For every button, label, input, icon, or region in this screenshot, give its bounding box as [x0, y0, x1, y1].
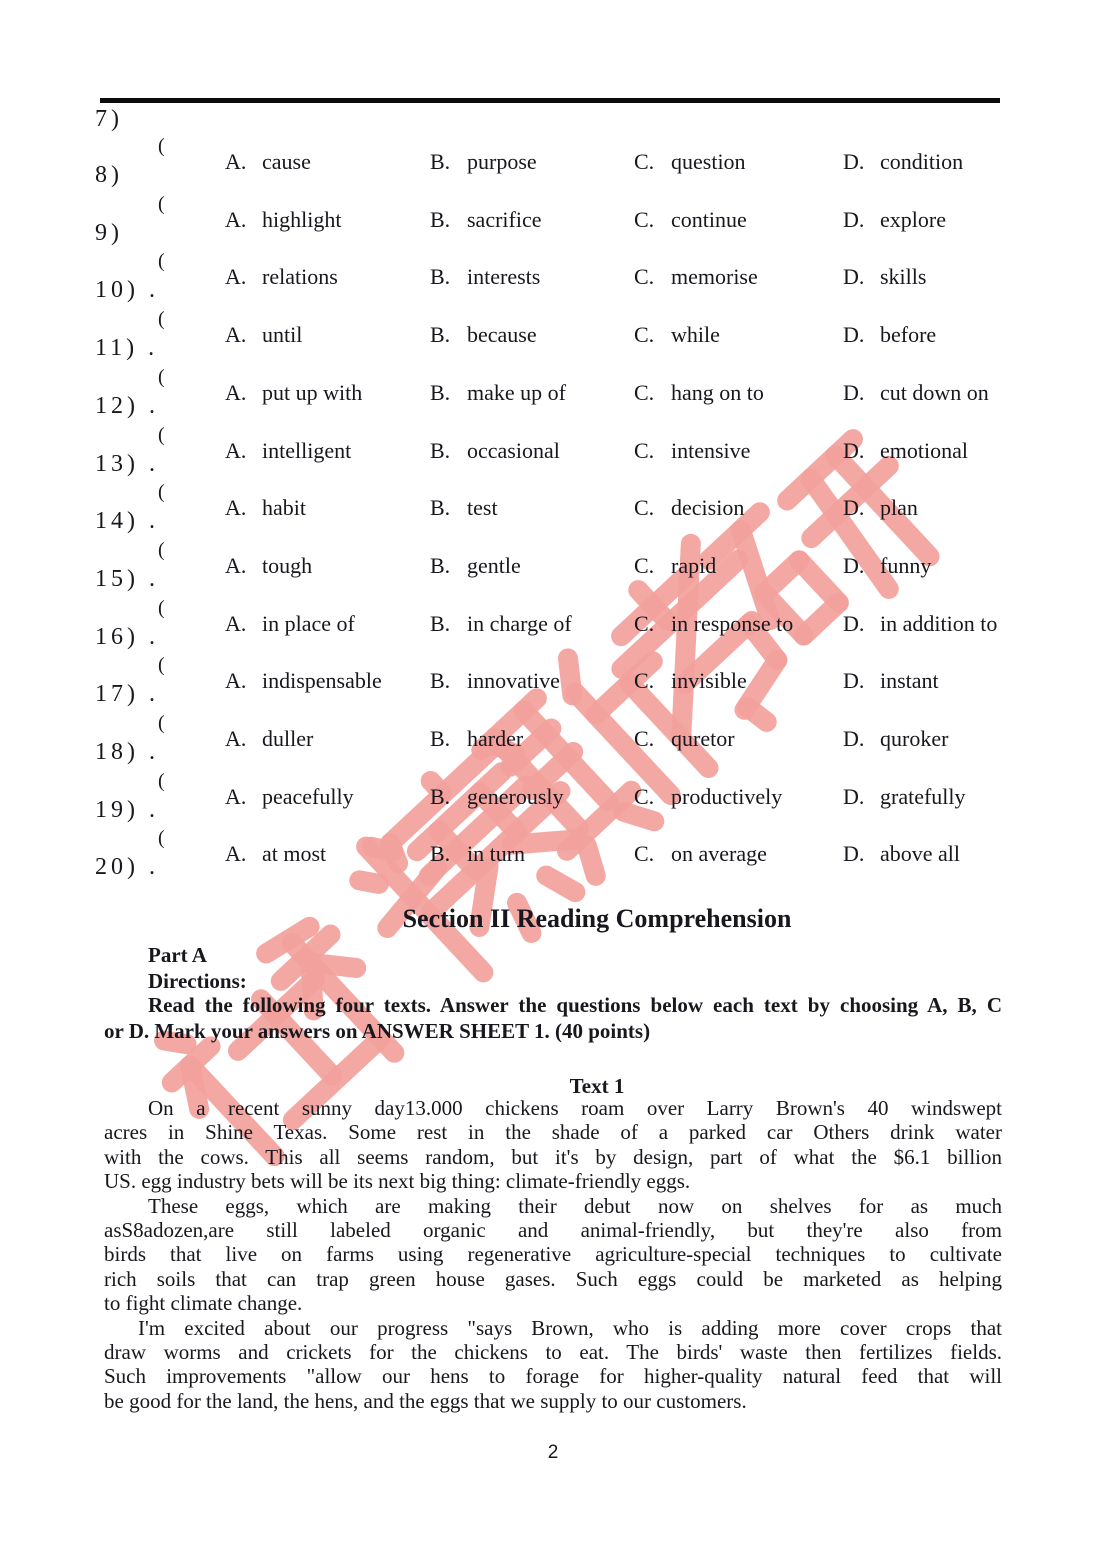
- option-letter: C.: [634, 726, 655, 751]
- question-number: 15) .: [95, 565, 159, 592]
- option-text: memorise: [671, 264, 758, 290]
- option: [843, 726, 948, 752]
- header-rule: [100, 98, 1000, 103]
- paragraph-line: On a recent sunny day13.000 chickens roam over Larry Brown's 40 windswept: [148, 1096, 1002, 1120]
- option-text: decision: [671, 495, 745, 521]
- option-text: test: [467, 495, 498, 521]
- option-text: cause: [262, 149, 311, 174]
- option-text: harder: [467, 726, 524, 751]
- option: [843, 207, 946, 233]
- question-number: 13) .: [95, 450, 159, 477]
- option-text: hang on to: [671, 379, 764, 405]
- paragraph-line: US. egg industry bets will be its next big thing: climate-friendly eggs.: [104, 1169, 691, 1194]
- option: [225, 553, 312, 579]
- option-letter: C.: [634, 379, 655, 405]
- option-text: in charge of: [467, 610, 572, 636]
- option-letter: A.: [225, 437, 247, 463]
- section-title: Section II Reading Comprehension: [402, 904, 792, 933]
- option-letter: D.: [843, 379, 865, 405]
- answer-bracket: (: [158, 250, 165, 273]
- option-letter: C.: [634, 495, 655, 521]
- option-letter: B.: [430, 552, 451, 578]
- option-text: on average: [671, 841, 767, 867]
- option-row: [0, 438, 1102, 468]
- option: [430, 611, 572, 637]
- answer-bracket: (: [158, 365, 165, 388]
- option-text: quroker: [880, 726, 949, 751]
- option-text: emotional: [880, 437, 968, 463]
- text1-body: [104, 1096, 1002, 1413]
- option-text: tough: [262, 552, 313, 578]
- paragraph-line: with the cows. This all seems random, but it's by design, part of what the $6.1 billion: [104, 1144, 1002, 1169]
- option: [843, 380, 989, 406]
- option-text: plan: [880, 495, 918, 521]
- option-letter: D.: [843, 264, 865, 290]
- option-text: cut down on: [880, 379, 989, 405]
- option-text: quretor: [671, 726, 735, 751]
- answer-bracket: (: [158, 308, 165, 331]
- option-row: [0, 784, 1102, 814]
- option: [430, 495, 498, 521]
- option-row: [0, 149, 1102, 179]
- option-letter: B.: [430, 379, 451, 405]
- option: [634, 380, 764, 406]
- option: [634, 784, 782, 810]
- answer-bracket: (: [158, 712, 165, 734]
- option-text: innovative: [467, 668, 560, 694]
- option-text: purpose: [467, 149, 537, 174]
- option-letter: C.: [634, 668, 655, 694]
- option-letter: D.: [843, 783, 865, 809]
- option: [634, 668, 747, 694]
- option: [843, 841, 960, 867]
- option-text: gratefully: [880, 783, 966, 809]
- question-number: 14) .: [95, 508, 159, 535]
- option-text: generously: [467, 783, 564, 809]
- option-letter: A.: [225, 322, 247, 348]
- option-row: [0, 380, 1102, 410]
- option: [634, 726, 735, 752]
- option-row: [0, 207, 1102, 237]
- option-letter: B.: [430, 783, 451, 809]
- option-text: instant: [880, 668, 939, 694]
- option-letter: C.: [634, 206, 655, 232]
- option-letter: A.: [225, 149, 247, 174]
- option: [843, 264, 926, 290]
- paragraph-line: asS8adozen,are still labeled organic and animal-friendly, but they're also from: [104, 1218, 1002, 1243]
- option: [430, 149, 537, 175]
- option: [843, 149, 963, 175]
- option-letter: A.: [225, 379, 247, 405]
- option-text: intelligent: [262, 437, 352, 463]
- option: [225, 207, 341, 233]
- question-number: 19) .: [95, 796, 159, 823]
- question-number: 12) .: [95, 392, 159, 419]
- paragraph-line: acres in Shine Texas. Some rest in the shade of a parked car Others drink water: [104, 1120, 1002, 1145]
- option-text: peacefully: [262, 783, 354, 809]
- option-letter: C.: [634, 610, 655, 636]
- option-letter: A.: [225, 206, 247, 232]
- option: [843, 553, 931, 579]
- option-letter: C.: [634, 322, 655, 348]
- option: [634, 264, 758, 290]
- option-letter: A.: [225, 552, 247, 578]
- text1-title: Text 1: [569, 1074, 625, 1098]
- option-text: condition: [880, 149, 964, 174]
- option-text: gentle: [467, 552, 521, 578]
- option: [843, 495, 918, 521]
- option-text: while: [671, 322, 720, 348]
- option-letter: C.: [634, 841, 655, 867]
- option: [634, 438, 750, 464]
- option-letter: C.: [634, 552, 655, 578]
- option-letter: D.: [843, 495, 865, 521]
- option-letter: C.: [634, 149, 655, 174]
- option: [225, 668, 382, 694]
- option-letter: D.: [843, 322, 865, 348]
- option-row: [0, 322, 1102, 352]
- option-text: continue: [671, 206, 747, 232]
- option-text: question: [671, 149, 746, 174]
- paragraph-line: draw worms and crickets for the chickens to eat. The birds' waste then fertilizes fields.: [104, 1340, 1002, 1365]
- answer-bracket: (: [158, 769, 165, 792]
- option-text: above all: [880, 841, 961, 867]
- option-text: make up of: [467, 379, 566, 405]
- option-text: habit: [262, 495, 306, 521]
- option: [430, 841, 525, 867]
- option-letter: B.: [430, 841, 451, 867]
- option-letter: D.: [843, 149, 865, 174]
- option-row: [0, 668, 1102, 698]
- section-header: [104, 904, 1046, 934]
- option-letter: C.: [634, 437, 655, 463]
- option: [430, 553, 521, 579]
- option: [430, 784, 564, 810]
- answer-bracket: (: [158, 135, 165, 157]
- answer-bracket: (: [158, 654, 165, 677]
- option: [225, 438, 351, 464]
- option: [634, 149, 746, 175]
- option: [843, 784, 966, 810]
- question-number: 18) .: [95, 739, 159, 765]
- option-text: explore: [880, 206, 946, 232]
- option-text: in turn: [467, 841, 526, 867]
- directions-line: or D. Mark your answers on ANSWER SHEET 1. (40 points): [104, 1018, 651, 1043]
- option-text: invisible: [671, 668, 747, 694]
- option-letter: D.: [843, 552, 865, 578]
- option-letter: A.: [225, 495, 247, 521]
- option-text: put up with: [262, 379, 363, 405]
- option-letter: B.: [430, 149, 451, 174]
- option-letter: B.: [430, 437, 451, 463]
- option: [634, 841, 767, 867]
- option: [634, 611, 793, 637]
- option: [634, 322, 720, 348]
- option: [430, 207, 542, 233]
- paragraph-line: These eggs, which are making their debut now on shelves for as much: [148, 1193, 1002, 1218]
- question-number: 11) .: [95, 335, 159, 362]
- paragraph-line: be good for the land, the hens, and the eggs that we supply to our customers.: [104, 1388, 747, 1413]
- option-text: duller: [262, 726, 314, 751]
- option: [634, 553, 716, 579]
- option-letter: B.: [430, 610, 451, 636]
- option: [430, 264, 540, 290]
- option-row: [0, 726, 1102, 756]
- option-text: before: [880, 322, 937, 348]
- option: [430, 380, 566, 406]
- option-letter: A.: [225, 783, 247, 809]
- option-letter: C.: [634, 264, 655, 290]
- option: [430, 322, 537, 348]
- option: [430, 668, 560, 694]
- option-text: because: [467, 322, 537, 348]
- option-text: relations: [262, 264, 338, 290]
- answer-bracket: (: [158, 481, 165, 504]
- option-text: sacrifice: [467, 206, 542, 232]
- option: [843, 322, 936, 348]
- paragraph-line: rich soils that can trap green house gases. Such eggs could be marketed as helping: [104, 1266, 1002, 1291]
- part-label: Part A: [148, 943, 207, 967]
- option-letter: A.: [225, 668, 247, 694]
- option: [430, 438, 560, 464]
- option-text: productively: [671, 783, 783, 809]
- question-number: 17) .: [95, 681, 159, 708]
- question-number: 8): [95, 162, 123, 188]
- question-number: 7): [95, 106, 123, 132]
- answer-bracket: (: [158, 596, 165, 619]
- answer-bracket: (: [158, 538, 165, 561]
- option-text: in place of: [262, 610, 355, 636]
- option-text: in addition to: [880, 610, 998, 636]
- option-row: [0, 553, 1102, 583]
- option-text: intensive: [671, 437, 751, 463]
- option-row: [0, 841, 1102, 871]
- paragraph-line: Such improvements "allow our hens to forage for higher-quality natural feed that will: [104, 1364, 1002, 1389]
- option-letter: D.: [843, 206, 865, 232]
- option-row: [0, 264, 1102, 294]
- answer-bracket: (: [158, 827, 165, 850]
- option: [225, 264, 338, 290]
- option-text: funny: [880, 552, 932, 578]
- option: [843, 668, 939, 694]
- directions-label: Directions:: [148, 969, 247, 993]
- option: [634, 495, 744, 521]
- option-letter: D.: [843, 437, 865, 463]
- option-letter: D.: [843, 668, 865, 694]
- option-letter: B.: [430, 206, 451, 232]
- question-number: 10) .: [95, 277, 159, 304]
- option-row: [0, 495, 1102, 525]
- option-letter: A.: [225, 841, 247, 867]
- option-text: indispensable: [262, 668, 382, 694]
- option: [225, 726, 313, 752]
- option: [225, 322, 302, 348]
- option-letter: B.: [430, 668, 451, 694]
- answer-bracket: (: [158, 423, 165, 446]
- option: [843, 438, 968, 464]
- option-letter: A.: [225, 264, 247, 290]
- option: [225, 495, 306, 521]
- answer-bracket: (: [158, 192, 165, 215]
- question-number: 16) .: [95, 623, 159, 650]
- option: [634, 207, 747, 233]
- option-letter: B.: [430, 264, 451, 290]
- option-letter: D.: [843, 610, 865, 636]
- directions-text: [104, 993, 1002, 1044]
- option-letter: B.: [430, 322, 451, 348]
- option-letter: D.: [843, 726, 865, 751]
- option-letter: C.: [634, 783, 655, 809]
- option-text: at most: [262, 841, 327, 867]
- paragraph-line: I'm excited about our progress "says Brown, who is adding more cover crops that: [138, 1315, 1002, 1340]
- option: [225, 841, 326, 867]
- option: [225, 149, 311, 175]
- paragraph-line: to fight climate change.: [104, 1291, 303, 1316]
- option: [225, 611, 355, 637]
- option-row: [0, 611, 1102, 641]
- option: [430, 726, 523, 752]
- question-number: 20) .: [95, 854, 159, 881]
- option: [843, 611, 997, 637]
- paragraph-line: birds that live on farms using regenerative agriculture-special techniques to cultivate: [104, 1242, 1002, 1267]
- option-letter: B.: [430, 726, 451, 751]
- question-number: 9): [95, 219, 123, 246]
- option-text: rapid: [671, 552, 717, 578]
- option-letter: A.: [225, 610, 247, 636]
- directions-line: Read the following four texts. Answer the questions below each text by choosing A, B, C: [148, 993, 1002, 1017]
- option-text: in response to: [671, 610, 794, 636]
- option-letter: B.: [430, 495, 451, 521]
- option-text: highlight: [262, 206, 342, 232]
- option-text: until: [262, 322, 303, 348]
- page-number: 2: [547, 1442, 559, 1463]
- option-letter: A.: [225, 726, 247, 751]
- option-text: interests: [467, 264, 541, 290]
- option: [225, 784, 354, 810]
- option-text: occasional: [467, 437, 560, 463]
- option-text: skills: [880, 264, 927, 290]
- option: [225, 380, 362, 406]
- option-letter: D.: [843, 841, 865, 867]
